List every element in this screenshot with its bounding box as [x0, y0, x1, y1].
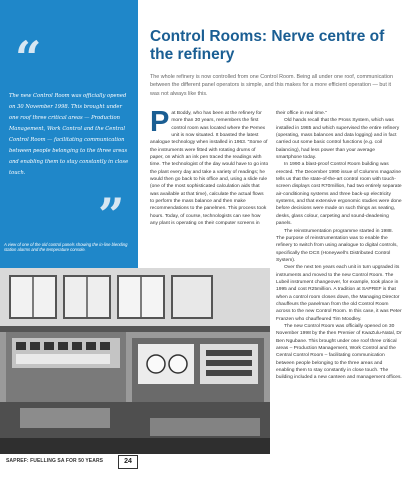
- body-column-1: [150, 106, 269, 228]
- photo-caption: A view of one of the old control panels showing the in-line blending station alarms and the temperature console.: [4, 242, 128, 253]
- close-quote-mark: ”: [98, 188, 125, 242]
- body-column-2: [276, 110, 402, 382]
- body-paragraph: The new Control Room was officially opened on 30 November 1998 by the then Premier of KwaZulu-Natal, Dr Ben Ngubane. This brought under one roof three critical areas – Production Management, Work Control and the Central Control Room – facilitating communication between people belonging to the three areas and enabling them to stay constantly in close touch. The building included a new canteen and management offices.: [276, 323, 402, 381]
- pull-quote: The new Control Room was officially opened on 30 November 1998. This brought under one roof three critical areas — Production Management, Work Control and the Central Control Room — facilitating communication between people belonging to the three areas and enabling them to stay constantly in close touch.: [9, 93, 129, 176]
- intro-paragraph: The whole refinery is now controlled from one Control Room. Being all under one roof, communication between the different panel operators is simple, and this makes for a more efficient operation — but it was not always like this.: [150, 74, 393, 97]
- body-paragraph: In 1990 a blast-proof Control Room building was erected. The December 1990 issue of Columns magazine tells us that the state-of-the-art control room with touch-screen displays cost R70million, had two entirely separate air-conditioning systems and three back-up electricity systems, and that extensive ergonomic studies were done before decisions were made on such things as seating, desks, glass colour, carpeting and sound-deadening panels.: [276, 162, 402, 227]
- quote-sidebar: [0, 0, 138, 268]
- page-title: Control Rooms: Nerve centre of the refinery: [150, 28, 385, 63]
- control-panel-photo: [0, 268, 270, 454]
- page-number: 24: [118, 455, 138, 469]
- drop-cap: P: [150, 106, 170, 138]
- body-paragraph: at Boddy, who has been at the refinery for more than 30 years, remembers the first control room was located where the Pemex unit is now situated. It boasted the latest analogue technology when installed in 1963. “Some of the instruments were fitted with rotating drums of paper, on which an ink pen traced the readings with time. The technologist of the day would have to go into the plant every day and take a variety of readings; he would then go back to his office and, using a slide rule (one of the most sophisticated calculation aids that was available at that time), calculate the actual flows to perform the mass balance and then make recommendations to the panelmen. This process took hours. Today, of course, technologists can see how any plant is operating on their computer screens in: [150, 111, 269, 227]
- footer-publication: SAPREF: FUELLING SA FOR 50 YEARS: [6, 458, 104, 464]
- body-paragraph: Over the next ten years each unit in turn upgraded its instruments and moved to the new Control Room. The Lubeil instrument changeover, for example, took place in 1995 and cost R25million. A tradition at SAPREF is that when a control room closes down, the Managing Director chauffeurs the panelman from the old Control Room across to the new Control Room. In this case, it was Peter Franzen who chauffeured Tim Moodley.: [276, 265, 402, 322]
- body-paragraph: The reinstrumentation programme started in 1988. The purpose of reinstrumentation was to enable the refinery to switch from using analogue to digital controls, specifically the DCS (Honeywell’s Distributed Control System).: [276, 228, 398, 263]
- body-paragraph: Old hands recall that the Pross System, which was installed in 1985 and which supervised the entire refinery (operating, mass balances and data logging) and in fact carried out some basic control functions (e.g. coil balancing), had less power than your average smartphone today.: [276, 118, 400, 161]
- body-paragraph: their office in real time.”: [276, 111, 327, 116]
- open-quote-mark: “: [15, 31, 42, 85]
